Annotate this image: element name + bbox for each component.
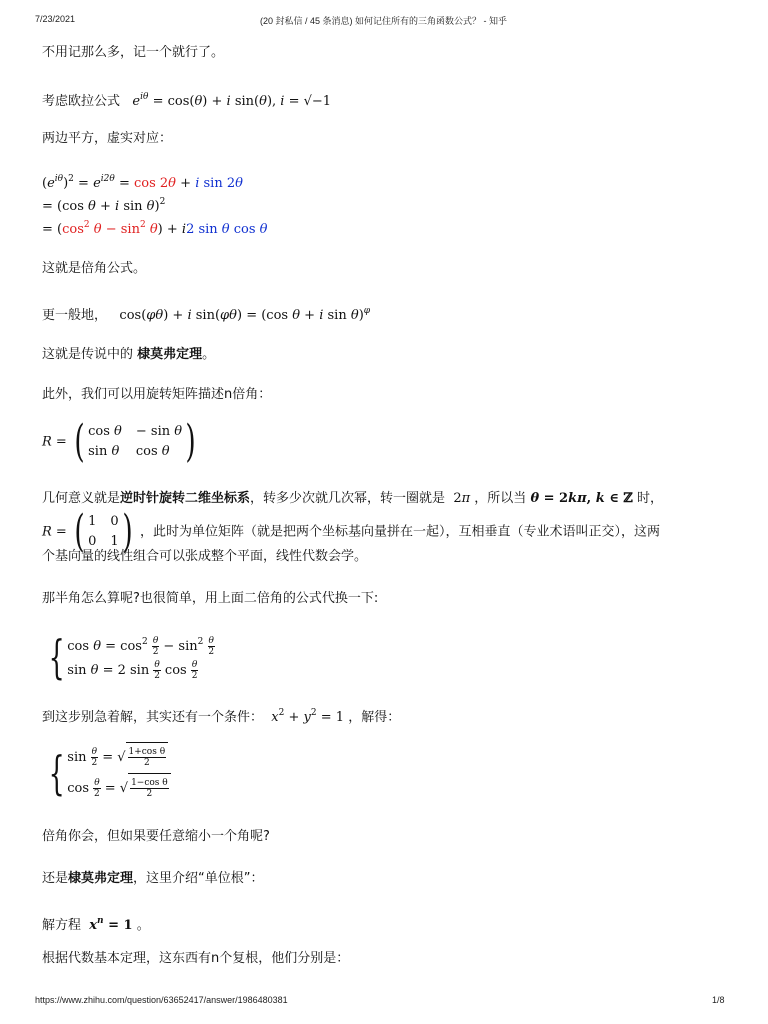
- print-url: https://www.zhihu.com/question/63652417/answer/1986480381: [35, 995, 288, 1005]
- euler-formula: $e^{i\theta} = \cos(\theta) + i$ sin(θ), i = √−1: [132, 92, 332, 109]
- paragraph-condition: 到这步别急着解，其实还有一个条件： $x^2 + y^2 = 1$ ，解得：: [42, 708, 401, 725]
- paragraph-rotation: 此外，我们可以用旋转矩阵描述n倍角：: [42, 387, 272, 402]
- paragraph-span: 个基向量的线性组合可以张成整个平面，线性代数会学。: [42, 549, 368, 564]
- paragraph-general: [42, 302, 370, 325]
- paragraph-identity: R = ( 1 0 0 1 ) ，此时为单位矩阵（就是把两个坐标基向量拼在一起），互相垂直（专业术语叫正交），这两: [42, 506, 661, 557]
- paragraph-shrink: 倍角你会，但如果要任意缩小一个角呢?: [42, 829, 270, 844]
- paragraph-square: 两边平方，虚实对应：: [42, 131, 173, 146]
- rotation-matrix: R = ( cos θ − sin θ sin θ cos θ ): [42, 416, 196, 467]
- paragraph-unity-intro: 还是棣莫弗定理，这里介绍“单位根”：: [42, 871, 264, 886]
- rotation-term: 逆时针旋转二维坐标系: [120, 491, 251, 506]
- paragraph-demoivre: 这就是传说中的 棣莫弗定理。: [42, 347, 216, 362]
- solution-system: { sin $\frac{\theta}{2}$ = √ $\frac{\text{1+cos θ}}{2}$ cos $\frac{\theta}{2}$ = √ $\frac{\text{1−cos θ}}{2}$: [42, 742, 171, 804]
- circle-equation: $x^2 + y^2 = 1$: [271, 708, 345, 725]
- paragraph-double-angle: 这就是倍角公式。: [42, 261, 147, 276]
- print-date: 7/23/2021: [35, 14, 76, 24]
- print-title: (20 封私信 / 45 条消息) 如何记住所有的三角函数公式？ - 知乎: [260, 16, 508, 26]
- unity-equation: $x^n = 1$: [89, 916, 133, 933]
- page-number: 1/8: [712, 995, 725, 1005]
- demoivre-theorem-term-2: 棣莫弗定理: [68, 871, 134, 886]
- paragraph-geometry: 几何意义就是逆时针旋转二维坐标系，转多少次就几次幂，转一圈就是 2π ，所以当 θ = 2kπ, k ∈ ℤ 时，: [42, 491, 664, 506]
- square-line-1: $(e^{i\theta})^2 = e^{i2\theta} = \cos 2\theta + i$ sin 2θ: [42, 174, 243, 191]
- paragraph-half-angle: 那半角怎么算呢?也很简单，用上面二倍角的公式代换一下:: [42, 591, 379, 606]
- paragraph-roots: 根据代数基本定理，这东西有n个复根，他们分别是：: [42, 951, 350, 966]
- demoivre-formula: cos(φθ) + i sin(φθ) = (cos θ + i sin θ)$^\varphi$: [119, 306, 371, 323]
- square-line-2: = (cos θ + i sin θ)$^2$: [42, 197, 166, 214]
- demoivre-theorem-term: 棣莫弗定理: [137, 347, 203, 362]
- general-label: 更一般地，: [42, 308, 108, 323]
- half-angle-system: { $\cos \theta = \cos^2$ $\frac{\theta}{2}$ − $\sin^2$ $\frac{\theta}{2}$ sin θ = 2 sin $\frac{\theta}{2}$ cos $\frac{\theta}{2}$: [48, 629, 215, 684]
- euler-label: 考虑欧拉公式: [42, 94, 121, 109]
- paragraph-euler: [42, 88, 331, 111]
- paragraph-intro: 不用记那么多，记一个就行了。: [42, 45, 225, 60]
- paragraph-equation: 解方程 $x^n = 1$ 。: [42, 916, 150, 933]
- square-line-3: = ($\cos^2$ $\theta - \sin^2 \theta) + i2$ sin θ cos θ: [42, 220, 268, 237]
